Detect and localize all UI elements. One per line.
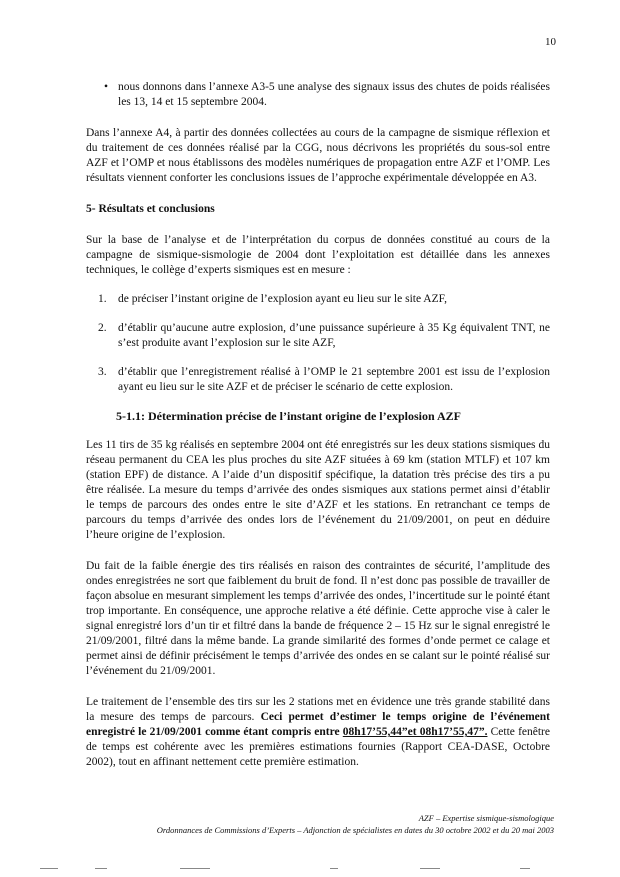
item-text: d’établir qu’aucune autre explosion, d’une puissance supérieure à 35 Kg équivalent TNT, ne s’est produite avant l’explosion sur le site AZF,	[118, 322, 550, 349]
document-body	[86, 80, 550, 770]
final-paragraph-part2: Cette fenêtre de temps est cohérente avec les premières estimations fournies (Rapport CEA-DASE, Octobre 2002), tout en affinant nettement cette première estimation.	[86, 726, 550, 768]
item-number: 3.	[98, 366, 107, 378]
tirs-paragraph: Les 11 tirs de 35 kg réalisés en septembre 2004 ont été enregistrés sur les deux stations sismiques du réseau permanent du CEA les plus proches du site AZF situées à 69 km (station MTLF) et 107 km (station EPF) de distance. A l’aide d’un dispositif spécifique, la datation très précise des tirs a pu être réalisée. La mesure du temps d’arrivée des ondes sismiques aux stations permet ainsi d’établir le temps de parcours des ondes entre le site d’AZF et les stations. En retranchant ce temps de parcours du temps d’arrivée des ondes lors de l’événement du 21/09/2001, on peut en déduire l’heure origine de l’explosion.	[86, 439, 550, 541]
page-number: 10	[545, 36, 556, 48]
final-paragraph-bold: Ceci permet d’estimer le temps origine de l’événement enregistré le 21/09/2001 comme étant compris entre	[86, 711, 550, 738]
bullet-icon: •	[104, 81, 109, 93]
footer	[86, 812, 554, 836]
bullet-item	[86, 80, 550, 110]
section-heading: 5- Résultats et conclusions	[86, 203, 215, 215]
item-number: 1.	[98, 293, 107, 305]
final-paragraph	[86, 695, 550, 770]
numbered-item-1	[86, 292, 550, 307]
item-number: 2.	[98, 322, 107, 334]
footer-line-2: Ordonnances de Commissions d’Experts – Adjonction de spécialistes en dates du 30 octobre 2002 et du 20 mai 2003	[156, 825, 554, 835]
intro-paragraph: Sur la base de l’analyse et de l’interprétation du corpus de données constitué au cours de la campagne de sismique-sismologie de 2004 dont l’exploitation est détaillée dans les annexes techniques, le collège d’experts sismiques est en mesure :	[86, 234, 550, 276]
item-text: de préciser l’instant origine de l’explosion ayant eu lieu sur le site AZF,	[118, 293, 447, 305]
annex-paragraph: Dans l’annexe A4, à partir des données collectées au cours de la campagne de sismique réflexion et du traitement de ces données réalisé par la CGG, nous décrivons les propriétés du sous-sol entre AZF et l’OMP et nous établissons des modèles numériques de propagation entre AZF et l’OMP. Les résultats viennent conforter les conclusions issues de l’approche expérimentale développée en A3.	[86, 127, 550, 184]
item-text: d’établir que l’enregistrement réalisé à l’OMP le 21 septembre 2001 est issu de l’explosion ayant eu lieu sur le site AZF et de préciser le scénario de cette explosion.	[118, 366, 550, 393]
numbered-item-2	[86, 321, 550, 351]
time-window: 08h17’55,44”et 08h17’55,47”.	[342, 726, 488, 738]
numbered-item-3	[86, 365, 550, 395]
scan-artifact	[0, 868, 620, 872]
footer-line-1: AZF – Expertise sismique-sismologique	[418, 813, 554, 823]
subsection-heading: 5-1.1: Détermination précise de l’instant origine de l’explosion AZF	[116, 409, 461, 423]
final-paragraph-part1: Le traitement de l’ensemble des tirs sur les 2 stations met en évidence une très grande stabilité dans la mesure des temps de parcours.	[86, 696, 550, 723]
bullet-text: nous donnons dans l’annexe A3-5 une analyse des signaux issus des chutes de poids réalisées les 13, 14 et 15 septembre 2004.	[118, 81, 550, 108]
energie-paragraph: Du fait de la faible énergie des tirs réalisés en raison des contraintes de sécurité, l’amplitude des ondes enregistrées ne sort que faiblement du bruit de fond. Il n’est donc pas possible de travailler de façon absolue en mesurant simplement les temps d’arrivée des ondes, l’incertitude sur le pointé étant trop importante. En conséquence, une approche relative a été définie. Cette approche vise à caler le signal enregistré lors d’un tir et filtré dans la bande de fréquence 2 – 15 Hz sur le signal enregistré le 21/09/2001, filtré dans la même bande. La grande similarité des formes d’onde permet ce calage et permet ainsi de définir précisément le temps d’arrivée des ondes en se calant sur le pointé réalisé sur l’événement du 21/09/2001.	[86, 560, 551, 677]
